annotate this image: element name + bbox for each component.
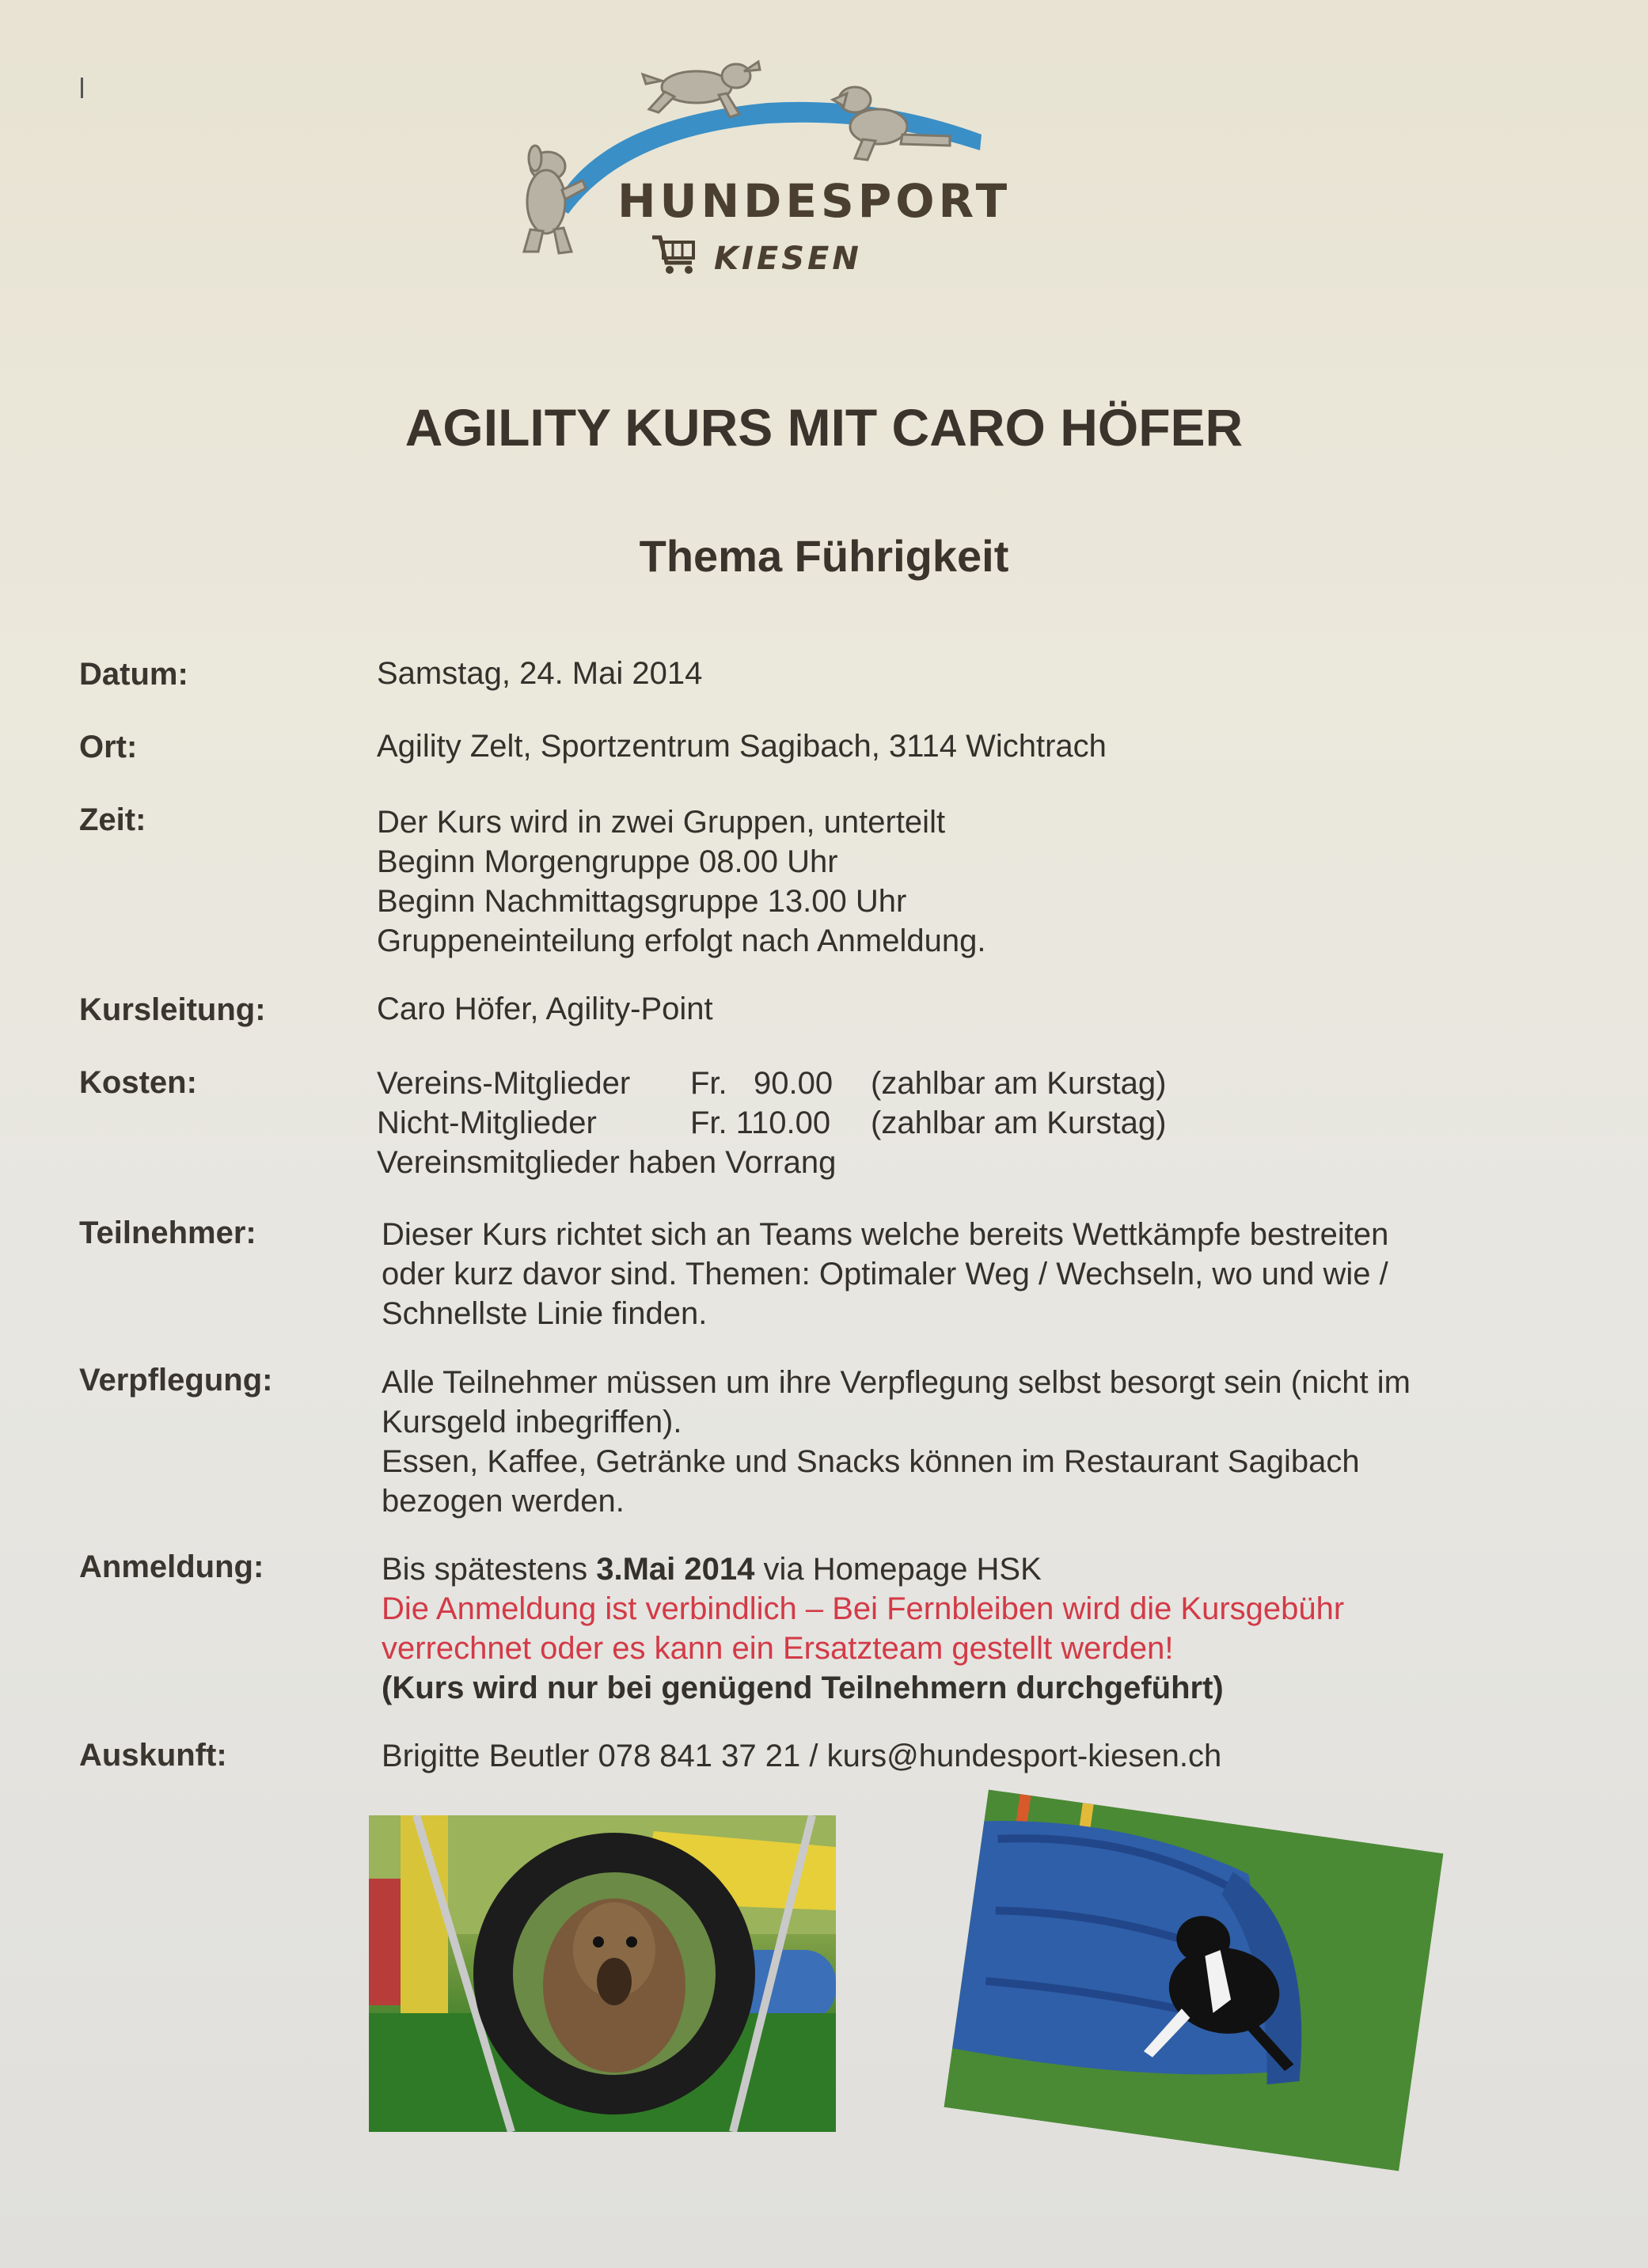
zeit-line: Der Kurs wird in zwei Gruppen, unterteilt bbox=[377, 805, 946, 840]
kosten-value bbox=[377, 1064, 1327, 1182]
club-logo bbox=[507, 47, 1013, 285]
cost-price: Fr. 110.00 bbox=[690, 1106, 831, 1140]
anmeldung-label: Anmeldung: bbox=[79, 1549, 264, 1584]
page-title: AGILITY KURS MIT CARO HÖFER bbox=[404, 398, 1244, 457]
ort-label: Ort: bbox=[79, 730, 138, 764]
cost-row bbox=[377, 1064, 1327, 1103]
deadline-date: 3.Mai 2014 bbox=[596, 1552, 755, 1587]
zeit-line: Beginn Morgengruppe 08.00 Uhr bbox=[377, 844, 838, 879]
teilnehmer-line: Dieser Kurs richtet sich an Teams welche bereits Wettkämpfe bestreiten bbox=[382, 1217, 1389, 1252]
anmeldung-warning: verrechnet oder es kann ein Ersatzteam gestellt werden! bbox=[382, 1631, 1174, 1666]
deadline-prefix: Bis spätestens bbox=[382, 1552, 597, 1587]
logo-location: KIESEN bbox=[714, 241, 862, 277]
tire-jump-illustration bbox=[369, 1815, 836, 2132]
deadline-suffix: via Homepage HSK bbox=[754, 1552, 1042, 1587]
zeit-value bbox=[377, 802, 985, 961]
cost-row bbox=[377, 1103, 1327, 1143]
verpflegung-line: bezogen werden. bbox=[382, 1484, 625, 1519]
ort-value: Agility Zelt, Sportzentrum Sagibach, 3114 Wichtrach bbox=[377, 729, 1107, 764]
verpflegung-value bbox=[382, 1363, 1411, 1521]
kursleitung-label: Kursleitung: bbox=[79, 992, 266, 1027]
tunnel-exit-illustration bbox=[944, 1790, 1444, 2171]
verpflegung-label: Verpflegung: bbox=[79, 1363, 273, 1398]
anmeldung-value bbox=[382, 1549, 1344, 1708]
margin-mark bbox=[81, 78, 83, 98]
teilnehmer-line: Schnellste Linie finden. bbox=[382, 1296, 708, 1331]
datum-label: Datum: bbox=[79, 657, 188, 692]
zeit-label: Zeit: bbox=[79, 802, 146, 837]
page-subtitle: Thema Führigkeit bbox=[639, 531, 1009, 581]
cost-price: Fr. 90.00 bbox=[690, 1066, 833, 1101]
cost-group: Vereins-Mitglieder bbox=[377, 1066, 631, 1101]
cost-group: Nicht-Mitglieder bbox=[377, 1106, 597, 1140]
verpflegung-line: Alle Teilnehmer müssen um ihre Verpflegung selbst besorgt sein (nicht im bbox=[382, 1365, 1411, 1400]
photo-tire-jump bbox=[369, 1815, 836, 2132]
auskunft-label: Auskunft: bbox=[79, 1738, 227, 1773]
cart-icon bbox=[649, 231, 698, 275]
photo-tunnel-exit bbox=[944, 1790, 1444, 2171]
verpflegung-line: Kursgeld inbegriffen). bbox=[382, 1405, 682, 1439]
datum-value: Samstag, 24. Mai 2014 bbox=[377, 656, 703, 691]
cost-footnote: Vereinsmitglieder haben Vorrang bbox=[377, 1145, 837, 1180]
anmeldung-note: (Kurs wird nur bei genügend Teilnehmern durchgeführt) bbox=[382, 1671, 1224, 1705]
kursleitung-value: Caro Höfer, Agility-Point bbox=[377, 992, 713, 1026]
verpflegung-line: Essen, Kaffee, Getränke und Snacks können im Restaurant Sagibach bbox=[382, 1444, 1360, 1479]
kosten-label: Kosten: bbox=[79, 1065, 197, 1100]
zeit-line: Beginn Nachmittagsgruppe 13.00 Uhr bbox=[377, 884, 907, 919]
zeit-line: Gruppeneinteilung erfolgt nach Anmeldung. bbox=[377, 924, 986, 958]
auskunft-value: Brigitte Beutler 078 841 37 21 / kurs@hundesport-kiesen.ch bbox=[382, 1739, 1222, 1773]
anmeldung-warning: Die Anmeldung ist verbindlich – Bei Fernbleiben wird die Kursgebühr bbox=[382, 1591, 1345, 1626]
cost-note: (zahlbar am Kurstag) bbox=[871, 1066, 1167, 1101]
teilnehmer-label: Teilnehmer: bbox=[79, 1216, 256, 1250]
teilnehmer-line: oder kurz davor sind. Themen: Optimaler Weg / Wechseln, wo und wie / bbox=[382, 1257, 1388, 1291]
logo-wordmark: HUNDESPORT bbox=[617, 174, 1012, 228]
cost-note: (zahlbar am Kurstag) bbox=[871, 1106, 1167, 1140]
teilnehmer-value bbox=[382, 1215, 1388, 1333]
anmeldung-deadline bbox=[382, 1549, 1344, 1589]
